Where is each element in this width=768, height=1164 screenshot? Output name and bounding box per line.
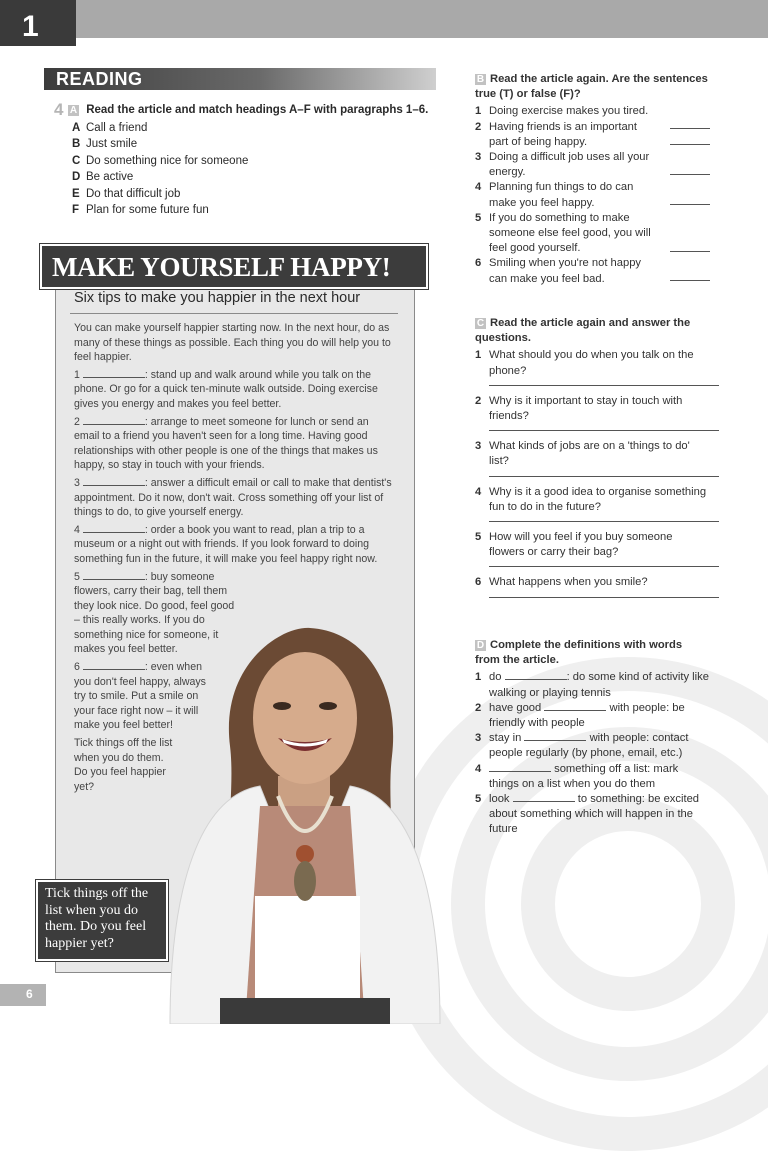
item-number: 2	[475, 120, 482, 133]
item-text: Why is it a good idea to organise something fun to do in the future?	[489, 485, 707, 513]
paragraph-number: 1	[74, 368, 80, 381]
definition-prefix: look	[489, 793, 510, 806]
item-number: 3	[475, 440, 482, 453]
question-item	[475, 394, 710, 424]
option-letter: C	[72, 154, 81, 167]
item-number: 1	[475, 349, 482, 362]
answer-blank[interactable]	[83, 415, 145, 425]
paragraph-number: 5	[74, 570, 80, 583]
unit-number: 1	[22, 10, 39, 43]
subtitle-divider	[70, 313, 398, 314]
true-false-item	[475, 256, 710, 286]
item-number: 4	[475, 762, 482, 775]
item-number: 3	[475, 732, 482, 745]
item-text: Smiling when you're not happy can make you feel bad.	[489, 257, 642, 285]
item-number: 2	[475, 701, 482, 714]
section-b-instruction: Read the article again. Are the sentences true (T) or false (F)?	[475, 73, 708, 101]
section-d-instruction: Complete the definitions with words from the article.	[475, 639, 683, 667]
answer-blank[interactable]	[83, 523, 145, 533]
page-number: 6	[26, 987, 33, 1001]
option-text: Do that difficult job	[86, 187, 181, 200]
answer-line[interactable]	[670, 280, 710, 281]
paragraph-text: : arrange to meet someone for lunch or send an email to a friend you haven't seen for a long time. Having good relationships with other people is one of the things that makes us happy, so stay in touch with your friends.	[74, 415, 378, 472]
question-item	[475, 485, 710, 515]
paragraph-number: 6	[74, 661, 80, 674]
section-c	[475, 316, 710, 606]
item-number: 1	[475, 105, 482, 118]
section-d-header	[475, 638, 710, 668]
article-title-banner	[40, 244, 428, 289]
item-text: Doing a difficult job uses all your energy.	[489, 151, 650, 179]
item-text: How will you feel if you buy someone flowers or carry their bag?	[489, 531, 673, 559]
section-letter-tag: C	[476, 318, 485, 329]
heading-option	[72, 120, 448, 136]
item-number: 5	[475, 531, 482, 544]
section-b-header	[475, 72, 710, 102]
true-false-item	[475, 211, 710, 257]
question-4a-header	[54, 100, 448, 119]
question-number: 4	[54, 100, 64, 119]
heading-option	[72, 169, 448, 185]
answer-line[interactable]	[489, 515, 719, 522]
option-text: Do something nice for someone	[86, 154, 249, 167]
item-number: 6	[475, 257, 482, 270]
heading-option	[72, 202, 448, 218]
option-text: Just smile	[86, 138, 138, 151]
answer-line[interactable]	[489, 591, 719, 598]
question-4a	[54, 100, 448, 218]
article-paragraph-3	[74, 476, 392, 520]
question-letter-tag: A	[69, 105, 78, 116]
reading-section-title: READING	[56, 69, 143, 89]
item-number: 5	[475, 793, 482, 806]
question-item	[475, 575, 710, 590]
definition-item	[475, 670, 710, 700]
answer-blank[interactable]	[505, 670, 567, 680]
definition-item	[475, 731, 710, 761]
answer-blank[interactable]	[83, 660, 145, 670]
top-bar	[0, 0, 768, 38]
item-text: Having friends is an important part of being happy.	[489, 120, 637, 148]
definition-text: : do some kind of activity like walking or playing tennis	[489, 671, 709, 699]
item-text: Planning fun things to do can make you feel happy.	[489, 181, 634, 209]
item-text: If you do something to make someone else feel good, you will feel good yourself.	[489, 211, 651, 255]
paragraph-number: 2	[74, 415, 80, 428]
definition-prefix: have good	[489, 701, 542, 714]
paragraph-text: : even when you don't feel happy, always try to smile. Put a smile on your face right now – it will make you feel better!	[74, 661, 206, 732]
true-false-item	[475, 180, 710, 210]
answer-line[interactable]	[670, 174, 710, 175]
heading-option	[72, 136, 448, 152]
item-number: 4	[475, 485, 482, 498]
definition-text: with people: be friendly with people	[489, 701, 685, 730]
answer-blank[interactable]	[83, 476, 145, 486]
answer-blank[interactable]	[513, 792, 575, 802]
answer-line[interactable]	[489, 379, 719, 386]
heading-option	[72, 186, 448, 202]
answer-line[interactable]	[489, 424, 719, 431]
option-letter: E	[72, 187, 80, 200]
section-c-instruction: Read the article again and answer the questions.	[475, 317, 691, 345]
paragraph-number: 4	[74, 523, 80, 536]
definition-item	[475, 701, 710, 731]
option-letter: F	[72, 203, 80, 216]
definition-text: to something: be excited about something which will happen in the future	[489, 793, 700, 836]
item-number: 1	[475, 671, 482, 684]
option-text: Plan for some future fun	[86, 203, 209, 216]
section-c-header	[475, 316, 710, 346]
definition-prefix: do	[489, 671, 502, 684]
article-paragraph-4	[74, 523, 392, 567]
paragraph-text: : buy someone flowers, carry their bag, tell them they look nice. Do good, feel good – this really works. If you do something nice for someone, it makes you feel better.	[74, 570, 235, 656]
paragraph-text: : answer a difficult email or call to make that dentist's appointment. Do it now, don't wait. Cross something off your list of things to do, to give yourself energy.	[74, 476, 392, 519]
section-letter-tag: D	[476, 640, 485, 651]
reading-section-bar	[44, 68, 436, 90]
heading-option	[72, 153, 448, 169]
article-paragraph-1	[74, 368, 392, 412]
item-text: Doing exercise makes you tired.	[489, 105, 649, 118]
answer-line[interactable]	[489, 560, 719, 567]
item-text: What should you do when you talk on the phone?	[489, 349, 694, 377]
section-d	[475, 638, 710, 838]
unit-tab	[0, 0, 76, 46]
question-4a-instruction: Read the article and match headings A–F with paragraphs 1–6.	[86, 104, 429, 116]
heading-options-list	[72, 120, 448, 218]
definition-prefix: stay in	[489, 732, 522, 745]
definition-item	[475, 762, 710, 792]
item-text: Why is it important to stay in touch with friends?	[489, 394, 683, 423]
option-letter: B	[72, 138, 81, 151]
question-item	[475, 348, 710, 378]
item-text: What kinds of jobs are on a 'things to do' list?	[489, 440, 690, 468]
answer-line[interactable]	[670, 204, 710, 205]
article-title: MAKE YOURSELF HAPPY!	[52, 252, 391, 282]
answer-blank[interactable]	[544, 701, 606, 711]
definition-item	[475, 792, 710, 838]
option-text: Call a friend	[86, 122, 148, 134]
option-text: Be active	[86, 171, 134, 184]
page-number-tab	[0, 984, 46, 1006]
item-text: What happens when you smile?	[489, 576, 648, 589]
pull-quote-box	[36, 880, 168, 961]
item-number: 5	[475, 211, 482, 224]
answer-line[interactable]	[670, 144, 710, 145]
section-b	[475, 72, 710, 287]
woman-photo	[160, 626, 450, 1024]
true-false-item	[475, 104, 710, 119]
answer-blank[interactable]	[83, 368, 145, 378]
answer-blank[interactable]	[524, 731, 586, 741]
item-number: 4	[475, 181, 482, 194]
section-letter-tag: B	[476, 74, 485, 85]
article-paragraph-2	[74, 415, 392, 473]
item-number: 6	[475, 576, 482, 589]
article-subtitle: Six tips to make you happier in the next hour	[74, 290, 361, 306]
definition-text: something off a list: mark things on a list when you do them	[489, 762, 679, 790]
paragraph-number: 3	[74, 476, 80, 489]
answer-line[interactable]	[489, 470, 719, 477]
article-closing: Tick things off the list when you do them. Do you feel happier yet?	[74, 737, 173, 793]
true-false-item	[475, 150, 710, 180]
paragraph-text: : stand up and walk around while you talk on the phone. Or go for a quick ten-minute walk outside. Doing exercise gives you energy and makes you feel better.	[74, 368, 378, 410]
item-number: 2	[475, 394, 482, 407]
pull-quote-text: Tick things off the list when you do them. Do you feel happier yet?	[45, 886, 149, 951]
question-item	[475, 439, 710, 469]
option-letter: D	[72, 171, 81, 184]
question-item	[475, 530, 710, 560]
paragraph-text: : order a book you want to read, plan a trip to a museum or a night out with friends. If you look forward to doing something fun in the future, it will make you feel happy right now.	[74, 523, 378, 565]
article-intro: You can make yourself happier starting now. In the next hour, do as many of these things as possible. Each thing you do will help you to feel happier.	[74, 322, 391, 364]
answer-line[interactable]	[670, 251, 710, 252]
option-letter: A	[72, 122, 81, 134]
definition-text: with people: contact people regularly (by phone, email, etc.)	[489, 732, 689, 760]
true-false-item	[475, 120, 710, 150]
item-number: 3	[475, 151, 482, 164]
answer-blank[interactable]	[83, 570, 145, 580]
answer-blank[interactable]	[489, 762, 551, 772]
